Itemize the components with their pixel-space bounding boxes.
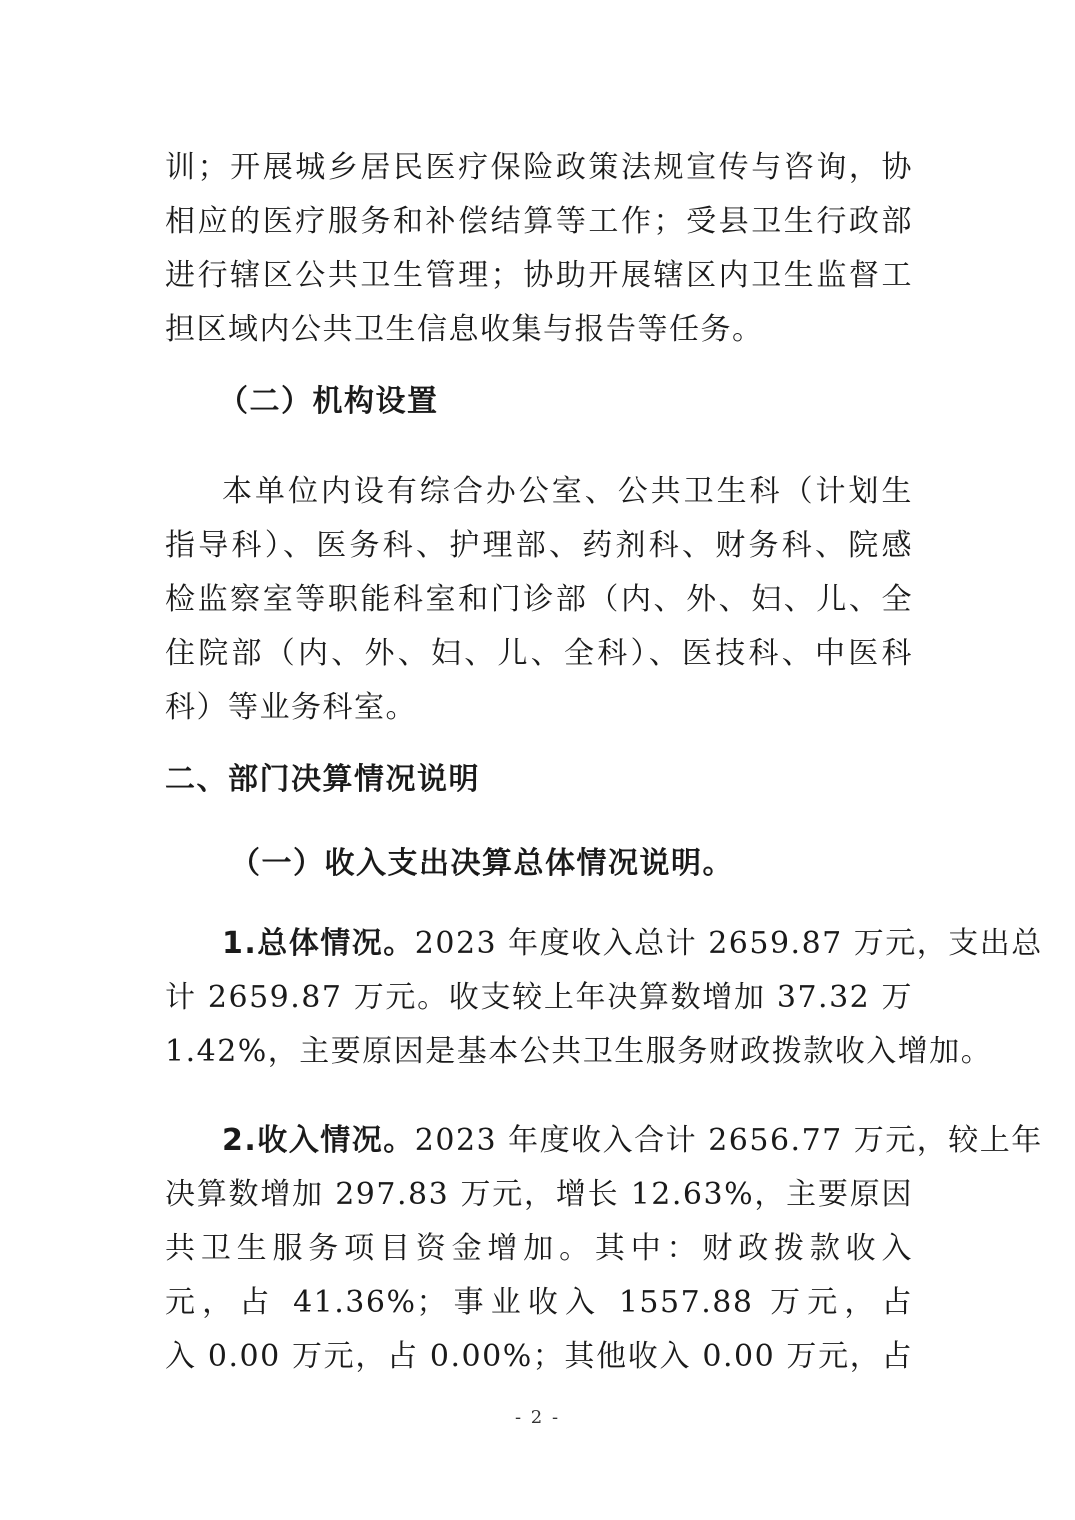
paragraph-line: 1.42%，主要原因是基本公共卫生服务财政拨款收入增加。: [165, 1034, 993, 1069]
page-number: - 2 -: [514, 1407, 561, 1428]
paragraph-line: 计 2659.87 万元。收支较上年决算数增加 37.32 万: [165, 980, 913, 1015]
section-heading-main: 二、部门决算情况说明: [165, 762, 480, 797]
paragraph-line: 本单位内设有综合办公室、公共卫生科（计划生: [222, 474, 913, 509]
paragraph-line: 决算数增加 297.83 万元，增长 12.63%，主要原因: [165, 1177, 913, 1212]
paragraph-line: 住院部（内、外、妇、儿、全科）、医技科、中医科: [165, 636, 913, 671]
section-subheading: （一）收入支出决算总体情况说明。: [230, 846, 734, 881]
item-lead: 2.收入情况。: [222, 1123, 415, 1158]
section-heading-org: （二）机构设置: [218, 384, 439, 419]
paragraph-line: [222, 924, 1043, 964]
paragraph-line: 训；开展城乡居民医疗保险政策法规宣传与咨询，协: [165, 150, 913, 185]
paragraph-line: 检监察室等职能科室和门诊部（内、外、妇、儿、全: [165, 582, 913, 617]
paragraph-line: 入 0.00 万元，占 0.00%；其他收入 0.00 万元，占: [165, 1339, 913, 1374]
paragraph-line: 指导科）、医务科、护理部、药剂科、财务科、院感: [165, 528, 913, 563]
paragraph-line: 共卫生服务项目资金增加。其中：财政拨款收入: [165, 1231, 913, 1266]
item-text: 2023 年度收入合计 2656.77 万元，较上年: [414, 1123, 1043, 1158]
item-text: 2023 年度收入总计 2659.87 万元，支出总: [414, 926, 1043, 961]
paragraph-line: 进行辖区公共卫生管理；协助开展辖区内卫生监督工: [165, 258, 913, 293]
paragraph-line: 科）等业务科室。: [165, 690, 417, 725]
paragraph-line: 元，占 41.36%；事业收入 1557.88 万元，占: [165, 1285, 913, 1320]
paragraph-line: 担区域内公共卫生信息收集与报告等任务。: [165, 312, 764, 347]
paragraph-line: 相应的医疗服务和补偿结算等工作；受县卫生行政部: [165, 204, 913, 239]
paragraph-line: [222, 1121, 1043, 1161]
item-lead: 1.总体情况。: [222, 926, 415, 961]
